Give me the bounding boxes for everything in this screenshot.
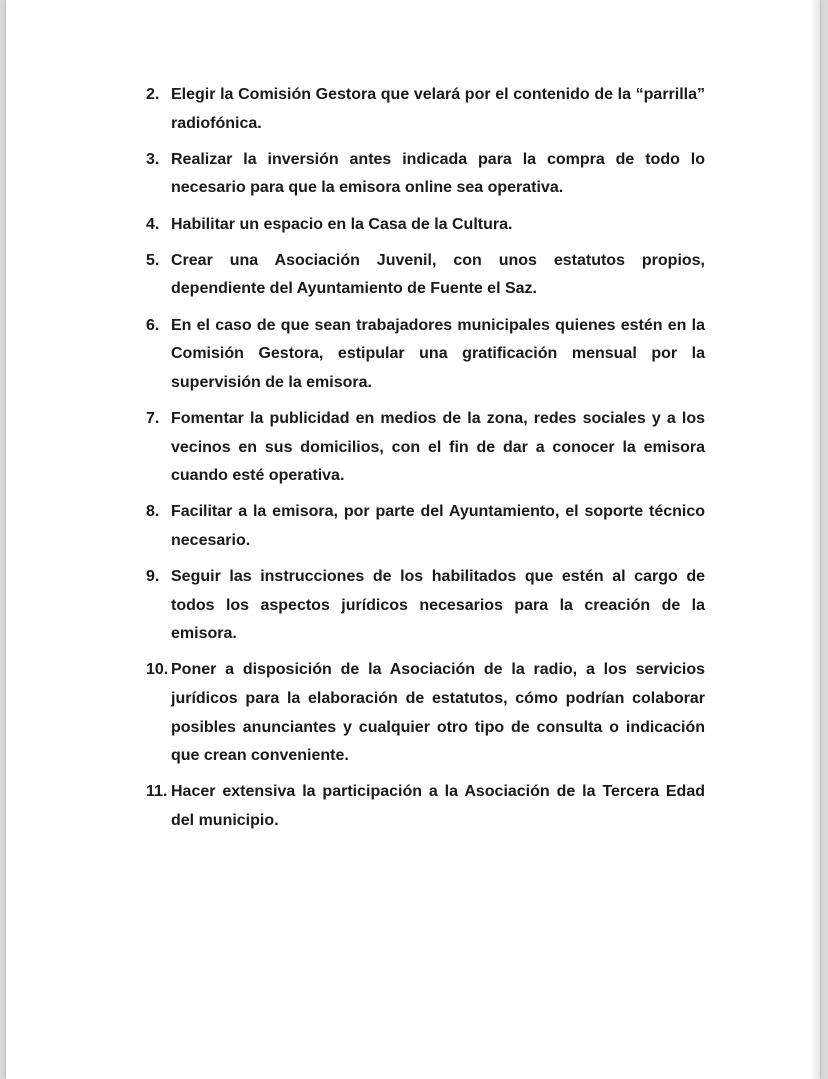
item-text: Crear una Asociación Juvenil, con unos estatutos propios, dependiente del Ayuntamiento de Fuente el Saz. — [171, 251, 705, 298]
list-item — [146, 405, 705, 491]
item-number: 7. — [146, 409, 160, 427]
list-item — [146, 656, 705, 770]
item-text: Habilitar un espacio en la Casa de la Cultura. — [171, 215, 513, 233]
item-text: Seguir las instrucciones de los habilitados que estén al cargo de todos los aspectos jurídicos necesarios para la creación de la emisora. — [171, 568, 705, 643]
item-text: En el caso de que sean trabajadores municipales quienes estén en la Comisión Gestora, estipular una gratificación mensual por la supervisión de la emisora. — [171, 316, 705, 391]
item-number: 8. — [146, 503, 160, 521]
list-item — [146, 778, 705, 835]
item-text: Hacer extensiva la participación a la Asociación de la Tercera Edad del municipio. — [171, 783, 705, 829]
list-item — [146, 498, 705, 555]
list-item — [146, 563, 705, 649]
numbered-list — [146, 81, 705, 843]
document-page — [6, 0, 820, 1079]
list-item — [146, 81, 705, 138]
item-number: 4. — [146, 215, 160, 233]
item-text: Realizar la inversión antes indicada para la compra de todo lo necesario para que la emisora online sea operativa. — [171, 150, 705, 197]
item-number: 2. — [146, 86, 160, 103]
item-text: Elegir la Comisión Gestora que velará por el contenido de la “parrilla” radiofónica. — [171, 86, 705, 132]
item-text: Facilitar a la emisora, por parte del Ayuntamiento, el soporte técnico necesario. — [171, 503, 705, 549]
list-item — [146, 211, 705, 240]
item-number: 6. — [146, 316, 160, 334]
item-number: 11. — [146, 783, 168, 801]
item-text: Fomentar la publicidad en medios de la zona, redes sociales y a los vecinos en sus domicilios, con el fin de dar a conocer la emisora cuando esté operativa. — [171, 409, 705, 485]
list-item — [146, 146, 705, 203]
list-item — [146, 247, 705, 304]
item-text: Poner a disposición de la Asociación de la radio, a los servicios jurídicos para la elaboración de estatutos, cómo podrían colaborar posibles anunciantes y cualquier otro tipo de consulta o indicación que crean conveniente. — [171, 661, 705, 765]
item-number: 9. — [146, 568, 160, 586]
list-item — [146, 312, 705, 398]
item-number: 5. — [146, 251, 160, 269]
item-number: 3. — [146, 150, 160, 168]
item-number: 10. — [146, 661, 169, 679]
